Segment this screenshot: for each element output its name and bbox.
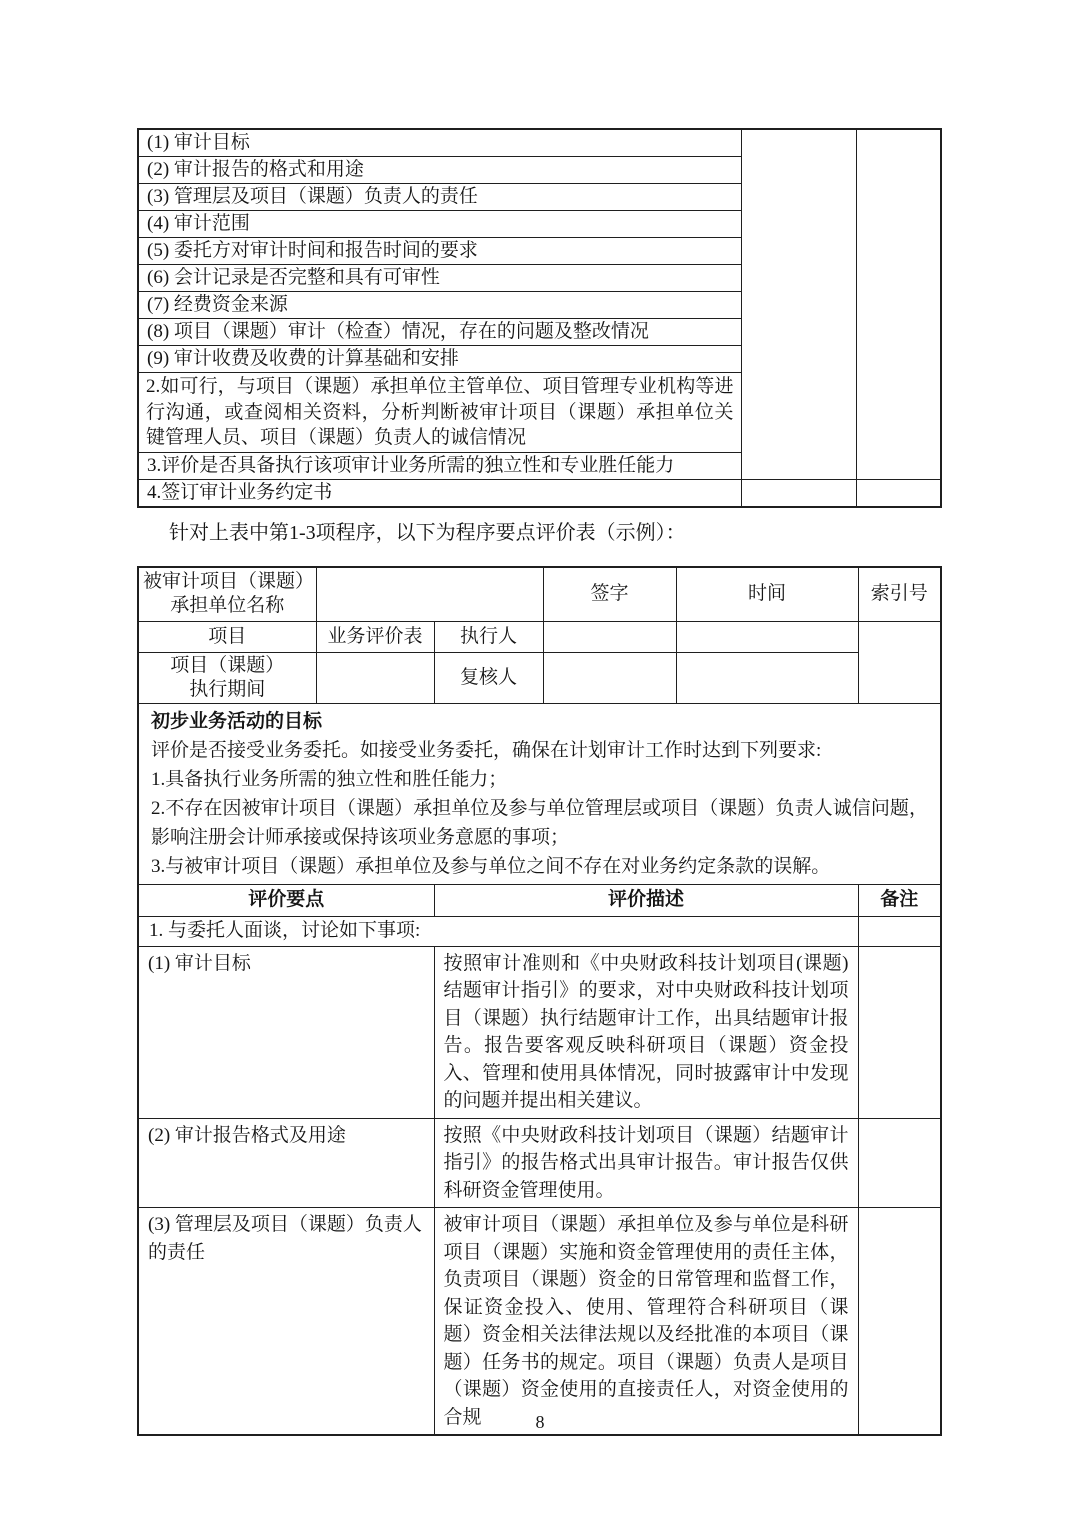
index-number-header: 索引号 — [858, 567, 941, 622]
project-label: 项目 — [138, 621, 316, 652]
procedure-text-cell: 2.如可行，与项目（课题）承担单位主管单位、项目管理专业机构等进行沟通，或查阅相关资料，分析判断被审计项目（课题）承担单位关键管理人员、项目（课题）负责人的诚信情况 — [138, 373, 741, 453]
index-cell-empty — [856, 479, 941, 507]
column-header-description: 评价描述 — [434, 884, 858, 916]
procedure-text-cell: (1) 审计目标 — [138, 129, 741, 157]
table-row — [138, 129, 941, 157]
procedure-text-cell: (9) 审计收费及收费的计算基础和安排 — [138, 346, 741, 373]
note-cell-empty — [858, 1208, 941, 1436]
table-row — [138, 916, 941, 946]
note-cell-empty — [858, 916, 941, 946]
reviewer-signature-empty — [543, 652, 676, 703]
status-cell-empty — [741, 129, 856, 479]
procedure-text-cell: (6) 会计记录是否完整和具有可审性 — [138, 265, 741, 292]
table-row — [138, 703, 941, 884]
procedure-text-cell: (5) 委托方对审计时间和报告时间的要求 — [138, 238, 741, 265]
status-cell-empty — [741, 479, 856, 507]
evaluation-description-cell: 按照审计准则和《中央财政科技计划项目(课题)结题审计指引》的要求，对中央财政科技计划项目（课题）执行结题审计工作，出具结题审计报告。报告要客观反映科研项目（课题）资金投入、管理和使用具体情况，同时披露审计中发现的问题并提出相关建议。 — [434, 946, 858, 1118]
executor-label: 执行人 — [434, 621, 543, 652]
procedure-text-cell: (2) 审计报告的格式和用途 — [138, 157, 741, 184]
procedure-text-cell: (3) 管理层及项目（课题）负责人的责任 — [138, 184, 741, 211]
procedure-text-cell: 3.评价是否具备执行该项审计业务所需的独立性和专业胜任能力 — [138, 452, 741, 479]
index-number-empty — [858, 621, 941, 703]
objective-line: 3.与被审计项目（课题）承担单位及参与单位之间不存在对业务约定条款的误解。 — [151, 855, 831, 877]
period-line: 项目（课题） — [170, 654, 285, 676]
table-row — [138, 652, 941, 703]
form-name-label: 业务评价表 — [316, 621, 434, 652]
reviewer-label: 复核人 — [434, 652, 543, 703]
index-cell-empty — [856, 129, 941, 479]
unit-name-value-empty — [316, 567, 543, 622]
procedure-text-cell: 4.签订审计业务约定书 — [138, 479, 741, 507]
period-value-empty — [316, 652, 434, 703]
objective-line: 2.不存在因被审计项目（课题）承担单位及参与单位管理层或项目（课题）负责人诚信问题，影响注册会计师承接或保持该项业务意愿的事项； — [151, 797, 928, 848]
evaluation-description-cell: 按照《中央财政科技计划项目（课题）结题审计指引》的报告格式出具审计报告。审计报告仅供科研资金管理使用。 — [434, 1118, 858, 1208]
section-caption: 针对上表中第1-3项程序，以下为程序要点评价表（示例）： — [169, 521, 686, 544]
procedure-text-cell: (4) 审计范围 — [138, 211, 741, 238]
period-line: 执行期间 — [189, 678, 266, 700]
table-row — [138, 1208, 941, 1436]
note-cell-empty — [858, 946, 941, 1118]
executor-signature-empty — [543, 621, 676, 652]
note-cell-empty — [858, 1118, 941, 1208]
period-label — [138, 652, 316, 703]
unit-name-line: 被审计项目（课题） — [143, 571, 315, 592]
table-row — [138, 946, 941, 1118]
page-number: 8 — [535, 1412, 545, 1432]
procedure-text-cell: (8) 项目（课题）审计（检查）情况，存在的问题及整改情况 — [138, 319, 741, 346]
unit-name-label — [138, 567, 316, 622]
unit-name-line: 承担单位名称 — [170, 595, 285, 616]
column-header-note: 备注 — [858, 884, 941, 916]
reviewer-time-empty — [676, 652, 858, 703]
evaluation-point-cell: (1) 审计目标 — [138, 946, 434, 1118]
table-row — [138, 621, 941, 652]
table-row — [138, 1118, 941, 1208]
objective-line: 1.具备执行业务所需的独立性和胜任能力； — [151, 768, 508, 790]
signature-column-header: 签字 — [543, 567, 676, 622]
evaluation-description-cell: 被审计项目（课题）承担单位及参与单位是科研项目（课题）实施和资金管理使用的责任主体，负责项目（课题）资金的日常管理和监督工作，保证资金投入、使用、管理符合科研项目（课题）资金相关法律法规以及经批准的本项目（课题）任务书的规定。项目（课题）负责人是项目（课题）资金使用的直接责任人，对资金使用的合规 — [434, 1208, 858, 1436]
table-row — [138, 479, 941, 507]
table-row — [138, 567, 941, 622]
objective-block — [138, 703, 941, 884]
objective-line: 评价是否接受业务委托。如接受业务委托，确保在计划审计工作时达到下列要求: — [151, 739, 822, 761]
objective-title: 初步业务活动的目标 — [151, 710, 323, 732]
evaluation-point-cell: (3) 管理层及项目（课题）负责人的责任 — [138, 1208, 434, 1436]
time-column-header: 时间 — [676, 567, 858, 622]
section-row-label: 1. 与委托人面谈，讨论如下事项: — [138, 916, 858, 946]
table-header-row — [138, 884, 941, 916]
procedures-table — [137, 128, 942, 508]
evaluation-point-cell: (2) 审计报告格式及用途 — [138, 1118, 434, 1208]
evaluation-form-table — [137, 566, 942, 1437]
procedure-text-cell: (7) 经费资金来源 — [138, 292, 741, 319]
page-content — [137, 128, 940, 1436]
column-header-point: 评价要点 — [138, 884, 434, 916]
executor-time-empty — [676, 621, 858, 652]
